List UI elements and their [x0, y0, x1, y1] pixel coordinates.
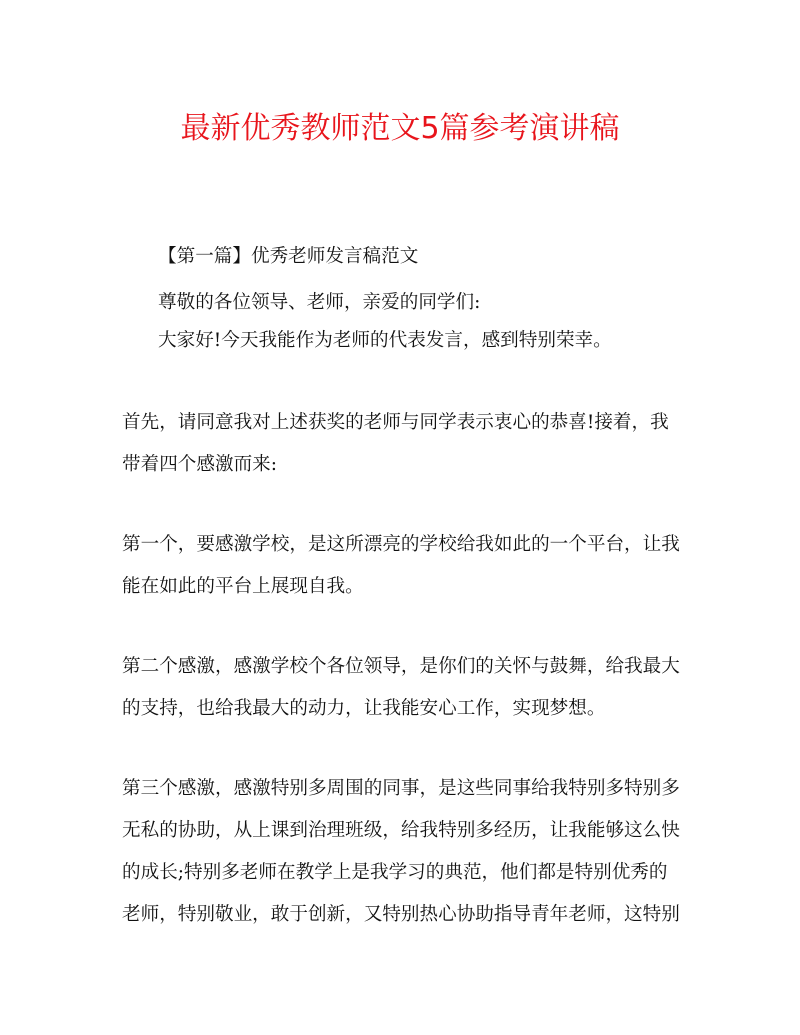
paragraph-line: 第一个，要感激学校，是这所漂亮的学校给我如此的一个平台，让我	[122, 534, 680, 555]
greeting-line: 大家好!今天我能作为老师的代表发言，感到特别荣幸。	[158, 330, 612, 351]
paragraph-line: 带着四个感激而来:	[122, 454, 278, 475]
document-title: 最新优秀教师范文5篇参考演讲稿	[180, 111, 620, 146]
paragraph-line: 的支持，也给我最大的动力，让我能安心工作，实现梦想。	[122, 698, 606, 719]
salutation-line: 尊敬的各位领导、老师，亲爱的同学们:	[158, 292, 481, 313]
section-heading: 【第一篇】优秀老师发言稿范文	[158, 246, 419, 267]
paragraph-line: 无私的协助，从上课到治理班级，给我特别多经历，让我能够这么快	[122, 820, 680, 841]
paragraph-line: 第二个感激，感激学校个各位领导，是你们的关怀与鼓舞，给我最大	[122, 656, 680, 677]
paragraph-line: 的成长;特别多老师在教学上是我学习的典范，他们都是特别优秀的	[122, 862, 668, 883]
paragraph-line: 首先，请同意我对上述获奖的老师与同学表示衷心的恭喜!接着，我	[122, 412, 669, 433]
paragraph-line: 能在如此的平台上展现自我。	[122, 576, 364, 597]
paragraph-line: 第三个感激，感激特别多周围的同事，是这些同事给我特别多特别多	[122, 778, 680, 799]
paragraph-line: 老师，特别敬业，敢于创新，又特别热心协助指导青年老师，这特别	[122, 904, 680, 925]
